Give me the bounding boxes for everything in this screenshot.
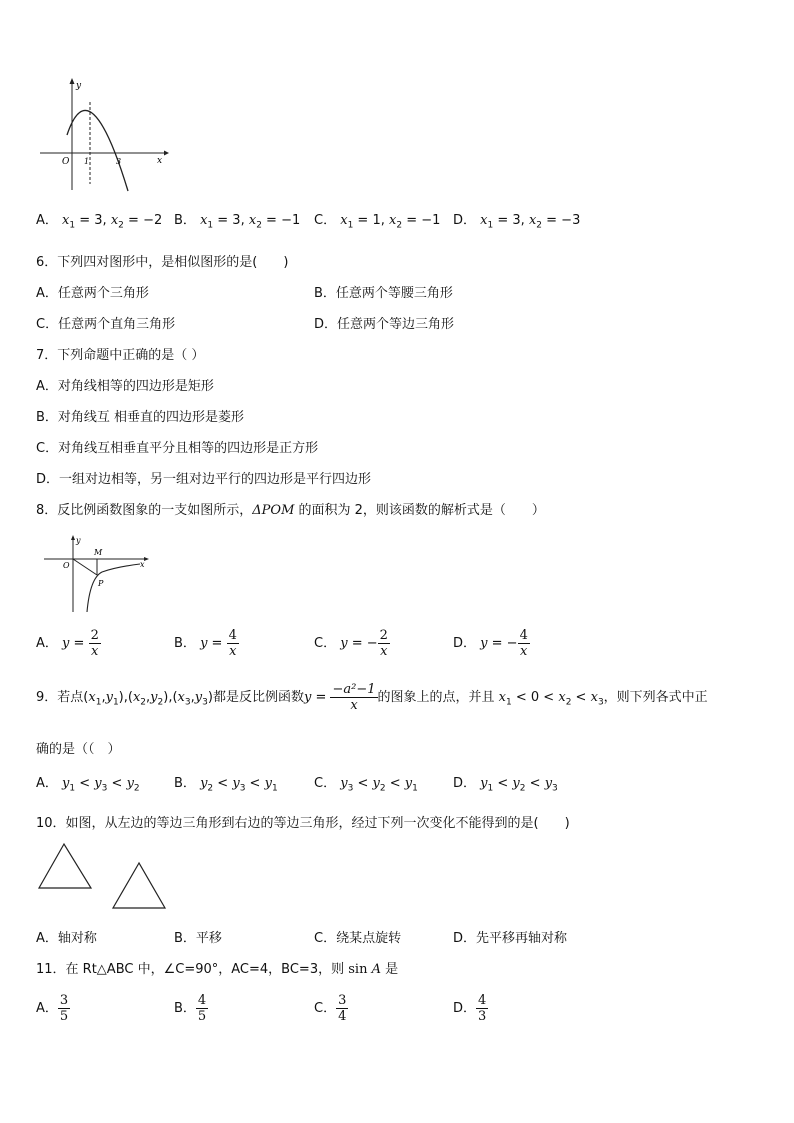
q5-option-b: B． $x_1 = 3$, $x_2 = -1$ [174,213,301,231]
label-origin: O [63,561,70,570]
label-y: y [76,536,81,545]
q7-option-a: A．对角线相等的四边形是矩形 [36,379,214,394]
q8-option-d: D． y = − $\frac{4}{x}$ [453,628,528,659]
q10-option-c: C．绕某点旋转 [314,931,402,946]
q5-option-a: A． $x_1 = 3$, $x_2 = -2$ [36,213,163,231]
q8-option-a: A． y = $\frac{2}{x}$ [36,628,99,659]
q8-option-b: B． y = $\frac{4}{x}$ [174,628,237,659]
q6-stem: 6．下列四对图形中，是相似图形的是( ) [36,255,289,270]
q11-option-d: D． $\frac{4}{3}$ [453,993,487,1024]
label-y: y [76,81,82,91]
q10-option-a: A．轴对称 [36,931,97,946]
q11-option-b: B． $\frac{4}{5}$ [174,993,207,1024]
q7-option-c: C．对角线互相垂直平分且相等的四边形是正方形 [36,441,319,456]
y-axis-arrow [71,535,75,540]
q6-option-d: D．任意两个等边三角形 [314,317,455,332]
segment-op [73,559,97,575]
label-three: 3 [116,157,122,166]
q9-stem-line2: 确的是（（ ） [36,742,121,757]
parabola-curve [67,110,128,191]
q5-option-c: C． $x_1 = 1$, $x_2 = -1$ [314,213,441,231]
label-x: x [157,156,163,166]
q11-option-c: C． $\frac{3}{4}$ [314,993,347,1024]
parabola-figure [36,76,171,194]
label-p: P [98,579,104,588]
q11-option-a: A． $\frac{3}{5}$ [36,993,69,1024]
q9-option-a: A． $y_1 < y_3 < y_2$ [36,776,140,794]
triangles-figure [36,842,170,912]
q10-option-d: D．先平移再轴对称 [453,931,568,946]
label-m: M [94,548,103,557]
x-axis-arrow [164,151,169,156]
x-axis-arrow [144,557,149,561]
q10-stem: 10．如图，从左边的等边三角形到右边的等边三角形，经过下列一次变化不能得到的是( ) [36,816,570,831]
q9-option-c: C． $y_3 < y_2 < y_1$ [314,776,418,794]
label-x: x [140,560,145,569]
y-axis-arrow [70,78,75,84]
q6-option-a: A．任意两个三角形 [36,286,149,301]
right-triangle [113,863,165,908]
q10-option-b: B．平移 [174,931,222,946]
q8-stem: 8．反比例函数图象的一支如图所示，ΔPOM 的面积为 2，则该函数的解析式是（ ） [36,503,545,518]
q11-stem: 11．在 Rt△ABC 中，∠C=90°，AC=4，BC=3，则 sin A 是 [36,962,399,977]
q5-option-d: D． $x_1 = 3$, $x_2 = -3$ [453,213,581,231]
hyperbola-branch [87,564,140,612]
q7-option-d: D．一组对边相等，另一组对边平行的四边形是平行四边形 [36,472,372,487]
left-triangle [39,844,91,888]
q8-option-c: C． y = − $\frac{2}{x}$ [314,628,388,659]
label-origin: O [62,157,70,167]
q9-option-d: D． $y_1 < y_2 < y_3$ [453,776,558,794]
hyperbola-figure [40,534,152,614]
label-one: 1 [84,157,90,166]
q7-option-b: B．对角线互 相垂直的四边形是菱形 [36,410,245,425]
q7-stem: 7．下列命题中正确的是（ ） [36,348,205,363]
q6-option-b: B．任意两个等腰三角形 [314,286,453,301]
q9-stem: 9．若点$(x_1,y_1),(x_2,y_2),(x_3,y_3)$都是反比例函数y = $\frac{\text{−a²−1}}{x}$ 的图象上的点，并且 $x_1 < 0 < x_2 < x_3$，则下列各式中正 [36,682,708,713]
q9-option-b: B． $y_2 < y_3 < y_1$ [174,776,278,794]
q6-option-c: C．任意两个直角三角形 [36,317,176,332]
